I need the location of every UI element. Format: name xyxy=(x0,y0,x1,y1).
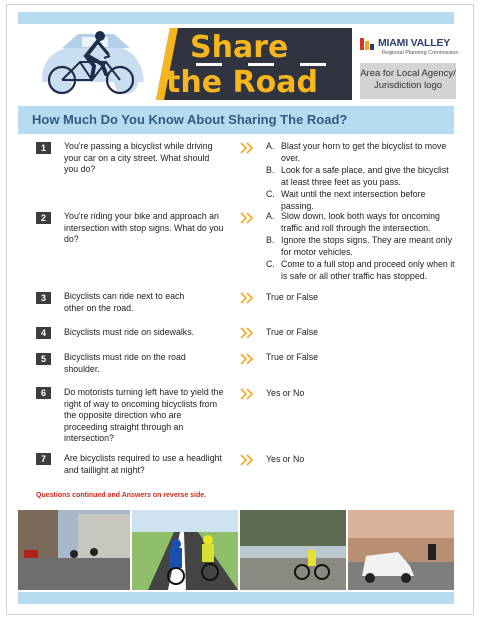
photo-strip xyxy=(18,510,454,590)
continued-note: Questions continued and Answers on reverse side. xyxy=(36,492,207,499)
chevron-right-icon xyxy=(240,353,254,365)
riders-photo xyxy=(132,510,238,590)
question-number: 7 xyxy=(36,453,51,465)
answer-choice: Yes or No xyxy=(266,388,305,398)
question-number: 6 xyxy=(36,387,51,399)
chevron-right-icon xyxy=(240,142,254,154)
intersection-photo xyxy=(240,510,346,590)
bottom-color-band xyxy=(18,592,454,604)
chevron-right-icon xyxy=(240,454,254,466)
question-text: Bicyclists can ride next to each other on the road. xyxy=(64,291,185,313)
title-line-2: the Road xyxy=(166,65,318,100)
agency-logo-placeholder: Area for Local Agency/ Jurisdiction logo xyxy=(360,63,456,99)
answer-choice: True or False xyxy=(266,352,318,362)
answer-option: A. Slow down, look both ways for oncoming traffic and roll through the intersection. xyxy=(266,211,440,233)
top-color-band xyxy=(18,12,454,24)
question-number: 1 xyxy=(36,142,51,154)
chevron-right-icon xyxy=(240,327,254,339)
answer-choice: Yes or No xyxy=(266,454,305,464)
chevron-right-icon xyxy=(240,212,254,224)
answer-options xyxy=(266,211,458,283)
header-banner xyxy=(36,24,459,102)
answer-choice: True or False xyxy=(266,327,318,337)
car-photo xyxy=(348,510,454,590)
question-number: 2 xyxy=(36,212,51,224)
question-text: Bicyclists must ride on sidewalks. xyxy=(64,327,195,337)
section-heading-band xyxy=(18,106,454,134)
answer-option: B. Ignore the stops signs. They are meant only for motor vehicles. xyxy=(266,235,452,257)
answer-option: A. Blast your horn to get the bicyclist to move over. xyxy=(266,141,447,163)
answer-options xyxy=(266,141,458,213)
title-line-1: Share xyxy=(190,30,289,65)
org-name: MIAMI VALLEY xyxy=(378,37,451,49)
org-subtitle: Regional Planning Commission xyxy=(382,50,459,56)
street-photo xyxy=(18,510,130,590)
question-text: Do motorists turning left have to yield the right of way to oncoming bicyclists from the opposite direction who are proceeding straight through an intersection? xyxy=(64,387,224,443)
question-text: Are bicyclists required to use a headlight and taillight at night? xyxy=(64,453,222,475)
chevron-right-icon xyxy=(240,292,254,304)
question-text: You're passing a bicyclist while driving your car on a city street. What should you do? xyxy=(64,141,213,174)
question-number: 5 xyxy=(36,353,51,365)
question-text: Bicyclists must ride on the road shoulder. xyxy=(64,352,186,374)
answer-option: C. Wait until the next intersection before passing. xyxy=(266,189,426,211)
chevron-right-icon xyxy=(240,388,254,400)
answer-option: C. Come to a full stop and proceed only when it is safe or all other traffic has stopped. xyxy=(266,259,455,281)
answer-choice: True or False xyxy=(266,292,318,302)
question-number: 4 xyxy=(36,327,51,339)
share-the-road-title xyxy=(156,28,352,100)
answer-option: B. Look for a safe place, and give the bicyclist at least three feet as you pass. xyxy=(266,165,449,187)
miami-valley-logo-icon xyxy=(358,36,378,54)
question-number: 3 xyxy=(36,292,51,304)
car-cyclist-icon xyxy=(36,26,148,98)
section-title: How Much Do You Know About Sharing The Road? xyxy=(32,112,348,127)
question-text: You're riding your bike and approach an intersection with stop signs. What do you do? xyxy=(64,211,224,244)
miami-valley-logo xyxy=(358,34,459,60)
